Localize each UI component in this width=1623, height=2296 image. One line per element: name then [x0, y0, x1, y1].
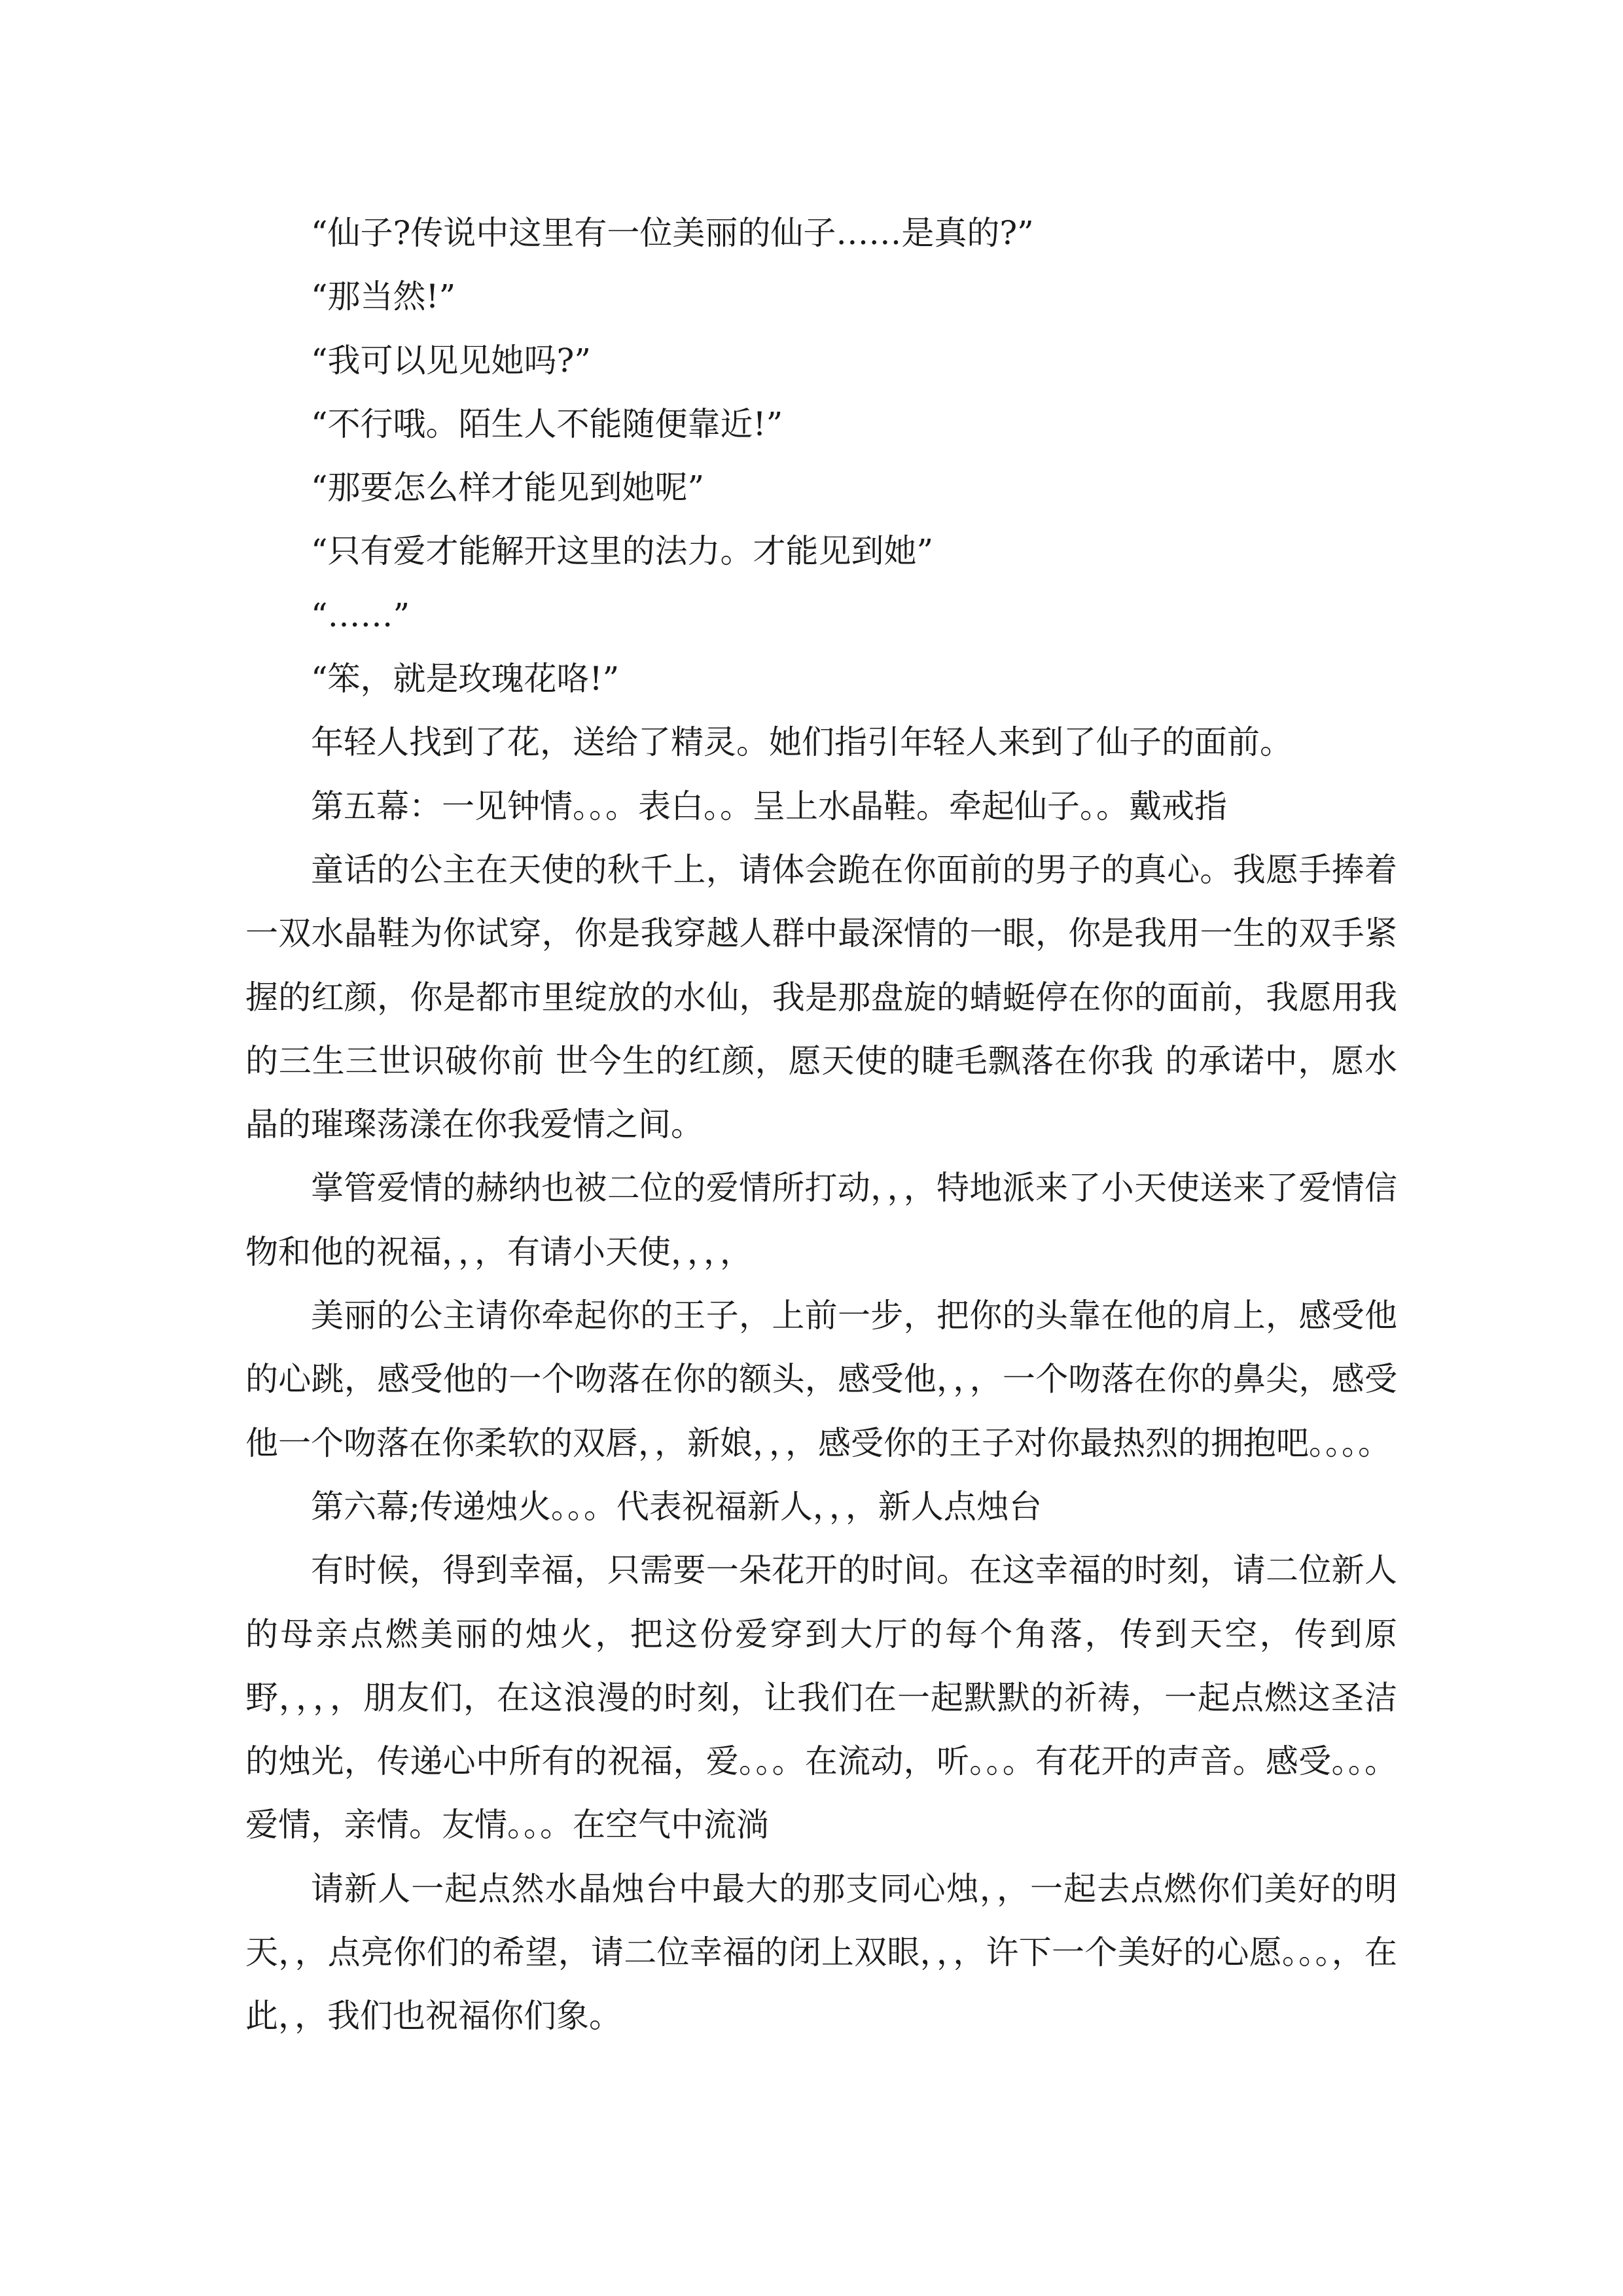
dialogue-line: “那当然!”	[311, 278, 456, 316]
dialogue-line: “笨，就是玫瑰花咯!”	[311, 660, 620, 698]
body-paragraph: 掌管爱情的赫纳也被二位的爱情所打动，，，特地派来了小天使送来了爱情信物和他的祝福，，，有请小天使，，，，	[245, 1169, 1397, 1271]
body-paragraph: 有时候，得到幸福，只需要一朵花开的时间。在这幸福的时刻，请二位新人的母亲点燃美丽的烛火，把这份爱穿到大厅的每个角落，传到天空，传到原野，，，，朋友们，在这浪漫的时刻，让我们在一起默默的祈祷，一起点燃这圣洁的烛光，传递心中所有的祝福，爱。。。在流动，听。。。有花开的声音。感受。。。爱情，亲情。友情。。。在空气中流淌	[245, 1551, 1397, 1844]
dialogue-line: “那要怎么样才能见到她呢”	[311, 469, 705, 507]
narration-line: 年轻人找到了花，送给了精灵。她们指引年轻人来到了仙子的面前。	[311, 723, 1293, 762]
body-paragraph: 请新人一起点然水晶烛台中最大的那支同心烛，，一起去点燃你们美好的明天，，点亮你们的希望，请二位幸福的闭上双眼，，，许下一个美好的心愿。。。，在此，，我们也祝福你们象。	[245, 1869, 1397, 2036]
dialogue-line: “只有爱才能解开这里的法力。才能见到她”	[311, 532, 934, 571]
dialogue-line: “……”	[311, 596, 410, 634]
dialogue-line: “仙子?传说中这里有一位美丽的仙子……是真的?”	[311, 214, 1034, 252]
body-paragraph: 美丽的公主请你牵起你的王子，上前一步，把你的头靠在他的肩上，感受他的心跳，感受他的一个吻落在你的额头，感受他，，，一个吻落在你的鼻尖，感受他一个吻落在你柔软的双唇，，新娘，，，感受你的王子对你最热烈的拥抱吧。。。。	[245, 1297, 1397, 1462]
body-paragraph: 童话的公主在天使的秋千上，请体会跪在你面前的男子的真心。我愿手捧着一双水晶鞋为你试穿，你是我穿越人群中最深情的一眼，你是我用一生的双手紧握的红颜，你是都市里绽放的水仙，我是那盘旋的蜻蜓停在你的面前，我愿用我的三生三世识破你前 世今生的红颜，愿天使的睫毛飘落在你我 的承诺中，愿水晶的璀璨荡漾在你我爱情之间。	[245, 850, 1397, 1144]
scene-heading: 第五幕：一见钟情。。。表白。。呈上水晶鞋。牵起仙子。。戴戒指	[311, 787, 1227, 825]
scene-heading: 第六幕;传递烛火。。。代表祝福新人，，，新人点烛台	[311, 1487, 1042, 1526]
dialogue-line: “我可以见见她吗?”	[311, 341, 591, 380]
document-body	[245, 202, 1397, 2049]
dialogue-line: “不行哦。陌生人不能随便靠近!”	[311, 404, 783, 443]
